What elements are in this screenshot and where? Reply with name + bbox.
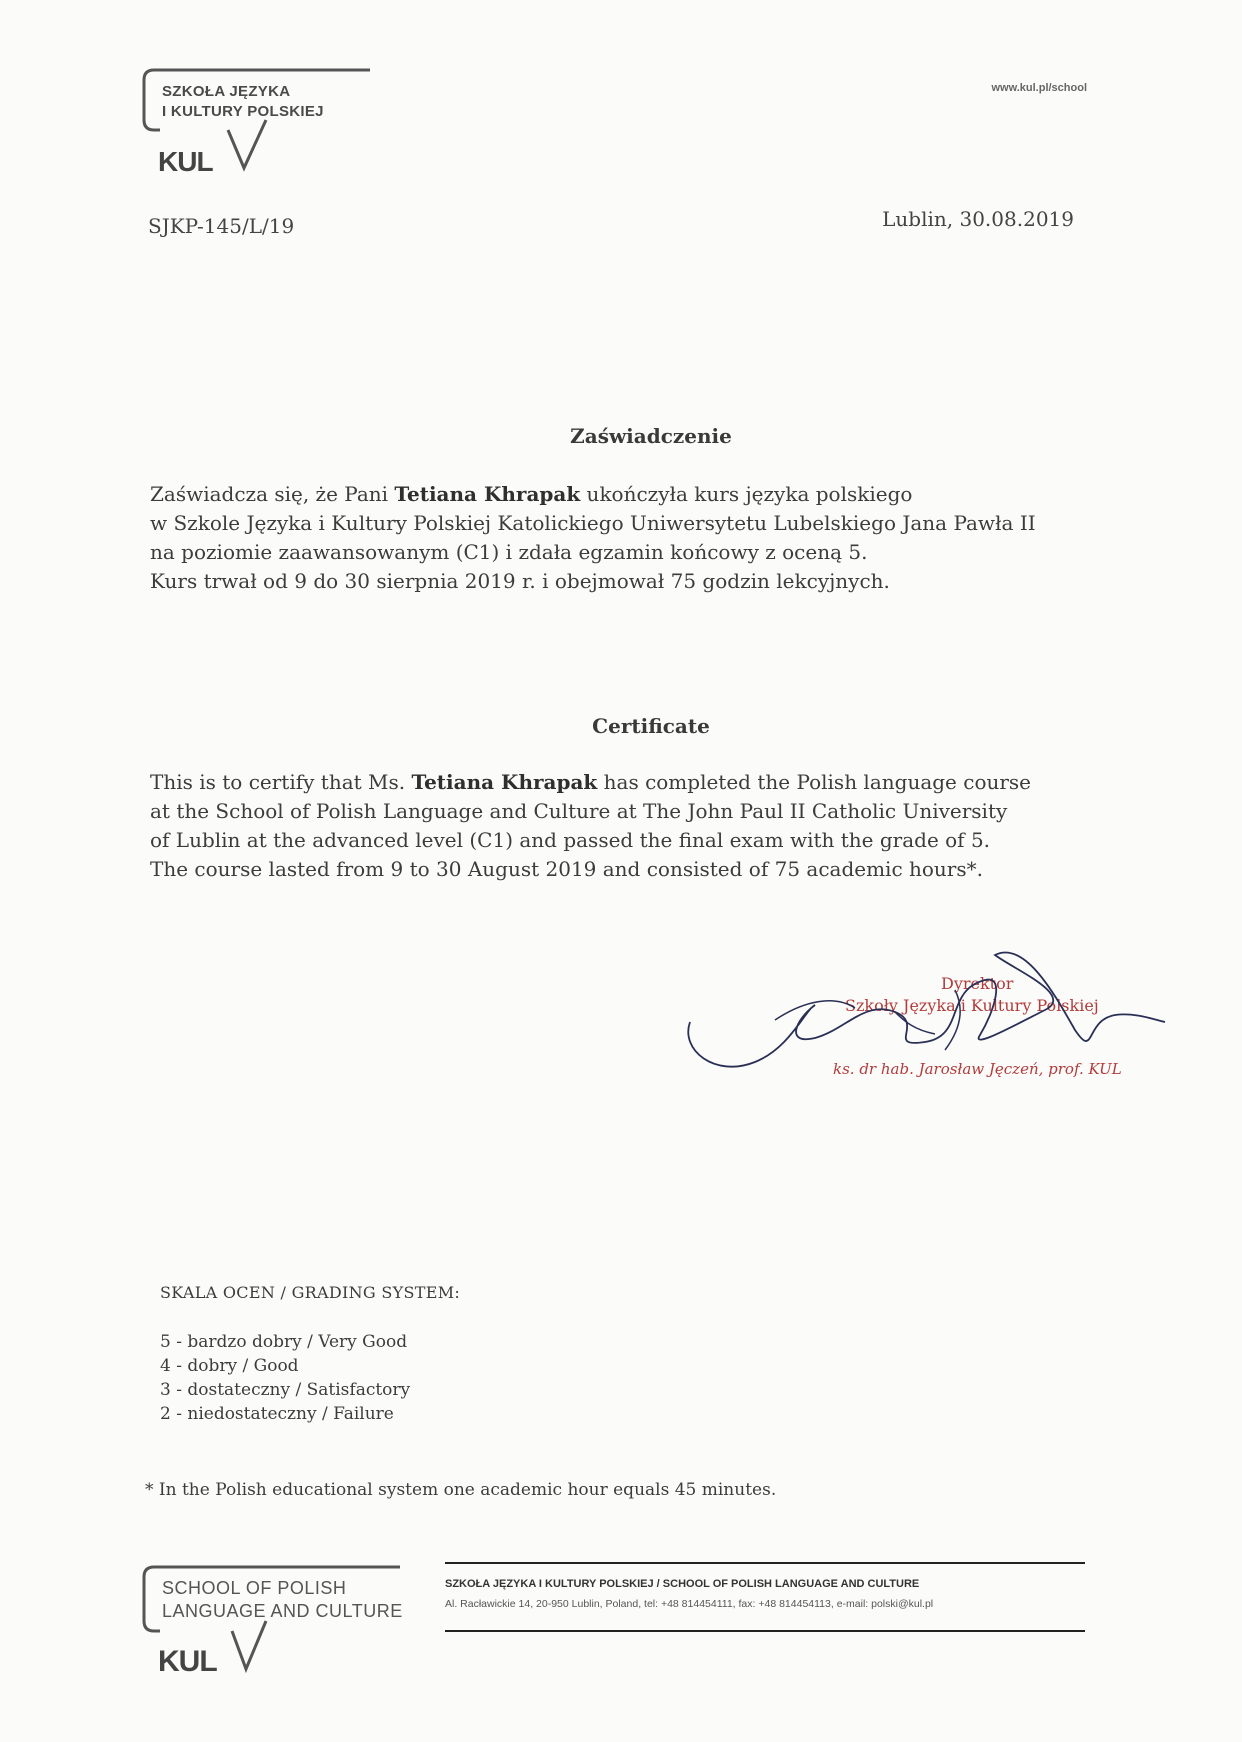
footer-logo-line-1: SCHOOL OF POLISH [162, 1578, 347, 1598]
english-body [150, 768, 1110, 884]
english-line-4: The course lasted from 9 to 30 August 2019 and consisted of 75 academic hours*. [150, 857, 983, 881]
footer-address: Al. Racławickie 14, 20-950 Lublin, Poland, tel: +48 814454111, fax: +48 814454113, e-mail: polski@kul.pl [445, 1598, 934, 1610]
grading-system [160, 1283, 460, 1426]
signature-institution: Szkoły Języka i Kultury Polskiej [845, 996, 1099, 1015]
place-and-date: Lublin, 30.08.2019 [882, 207, 1074, 231]
handwritten-signature-graphic [695, 950, 1155, 1090]
english-line-1 [150, 768, 1110, 797]
recipient-name-pl: Tetiana Khrapak [394, 482, 581, 506]
english-line-2: at the School of Polish Language and Culture at The John Paul II Catholic University [150, 799, 1008, 823]
grading-item: 3 - dostateczny / Satisfactory [160, 1380, 411, 1400]
polish-line-1-end: ukończyła kurs języka polskiego [580, 482, 913, 506]
website-url[interactable]: www.kul.pl/school [991, 82, 1087, 94]
grading-list [160, 1330, 460, 1426]
polish-title: Zaświadczenie [570, 424, 732, 448]
polish-body [150, 480, 1110, 596]
footer-logo-line-2: LANGUAGE AND CULTURE [162, 1601, 403, 1621]
logo-brand: KUL [158, 146, 213, 177]
polish-line-4: Kurs trwał od 9 do 30 sierpnia 2019 r. i obejmował 75 godzin lekcyjnych. [150, 569, 890, 593]
footer-divider-top [445, 1562, 1085, 1564]
footer-logo-brand: KUL [158, 1645, 217, 1678]
recipient-name-en: Tetiana Khrapak [411, 770, 598, 794]
grading-item: 2 - niedostateczny / Failure [160, 1404, 394, 1424]
polish-line-1-start: Zaświadcza się, że Pani [150, 482, 395, 506]
school-logo-top [140, 68, 380, 183]
grading-item: 4 - dobry / Good [160, 1356, 299, 1376]
signature-role: Dyrektor [941, 974, 1014, 993]
english-line-1-start: This is to certify that Ms. [150, 770, 412, 794]
grading-title: SKALA OCEN / GRADING SYSTEM: [160, 1283, 461, 1302]
footer-title: SZKOŁA JĘZYKA I KULTURY POLSKIEJ / SCHOOL OF POLISH LANGUAGE AND CULTURE [445, 1578, 920, 1590]
polish-line-2: w Szkole Języka i Kultury Polskiej Katolickiego Uniwersytetu Lubelskiego Jana Pawła II [150, 511, 1036, 535]
footer-divider-bottom [445, 1630, 1085, 1632]
logo-line-2: I KULTURY POLSKIEJ [162, 103, 324, 120]
english-title: Certificate [592, 714, 710, 738]
director-signature-block [695, 950, 1155, 1090]
grading-item: 5 - bardzo dobry / Very Good [160, 1332, 408, 1352]
reference-number: SJKP-145/L/19 [148, 214, 295, 238]
polish-line-3: na poziomie zaawansowanym (C1) i zdała egzamin końcowy z oceną 5. [150, 540, 868, 564]
signature-name: ks. dr hab. Jarosław Jęczeń, prof. KUL [833, 1060, 1122, 1078]
english-line-1-end: has completed the Polish language course [597, 770, 1032, 794]
english-line-3: of Lublin at the advanced level (C1) and passed the final exam with the grade of 5. [150, 828, 991, 852]
polish-line-1 [150, 480, 1110, 509]
footnote: * In the Polish educational system one academic hour equals 45 minutes. [145, 1480, 777, 1500]
school-logo-bottom [140, 1565, 420, 1680]
logo-line-1: SZKOŁA JĘZYKA [162, 83, 291, 100]
